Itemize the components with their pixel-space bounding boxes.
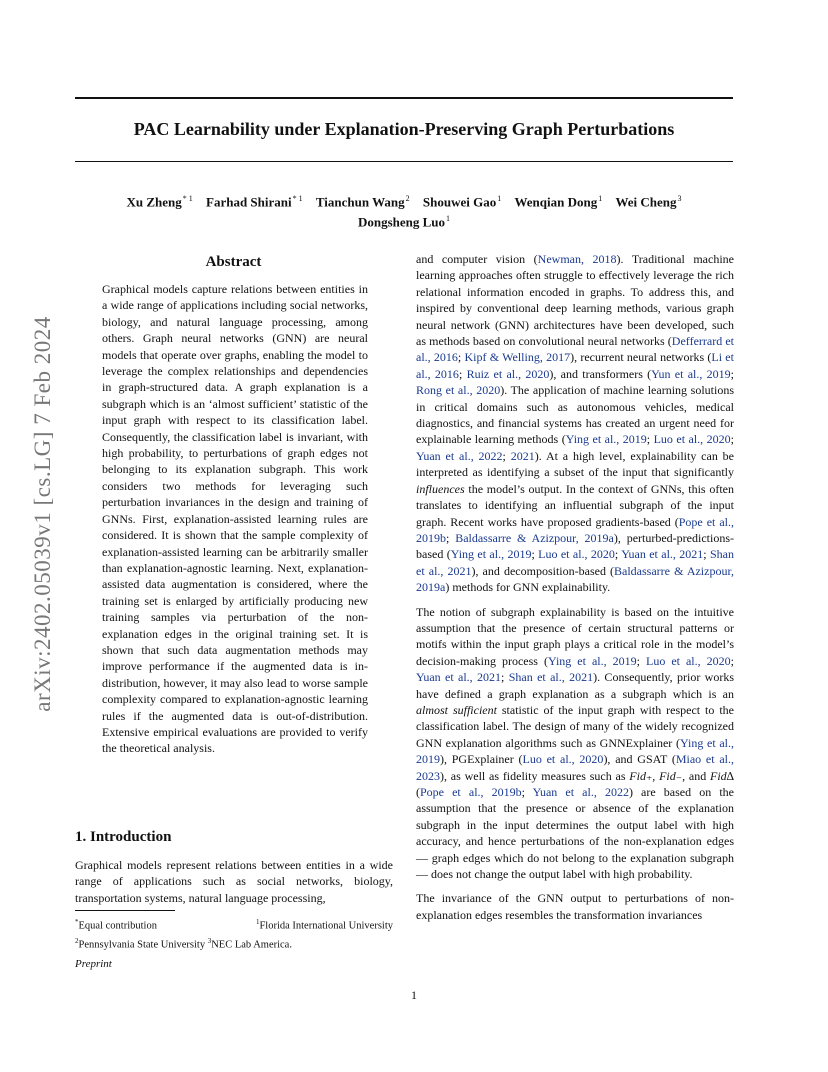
top-rule bbox=[75, 97, 733, 99]
body-text: the model’s output. In the context of GNNs, this often translates to identifying an influential subgraph of the input graph. Recent works have proposed gradients-based ( bbox=[416, 481, 734, 529]
citation-link[interactable]: Defferrard et al., 2016 bbox=[416, 334, 734, 365]
body-text: and computer vision ( bbox=[416, 252, 538, 266]
citation-link[interactable]: Newman, 2018 bbox=[537, 252, 617, 266]
citation-link[interactable]: Pope et al., 2019b bbox=[416, 514, 734, 545]
body-text: ). Traditional machine learning approaches often struggle to effectively leverage the rich relational information encoded in graphs. To address this, and inspired by conventional deep learning methods, various graph neural network (GNN) architectures have been developed, such as methods based on convolutional neural networks ( bbox=[416, 252, 734, 349]
body-text: ). At a high level, explainability can be interpreted as identifying a subset of the input that significantly bbox=[416, 448, 735, 480]
body-text: ; bbox=[521, 785, 533, 799]
body-text: ; bbox=[458, 366, 467, 381]
footnote: *Equal contribution $^1$Florida International University $^2$Pennsylvania State University $^3$NEC Lab America. bbox=[75, 918, 393, 950]
body-text: ). The application of machine learning solutions in critical domains such as autonomous vehicles, medical diagnostics, and financial systems has created an urgent need for explainable learning methods ( bbox=[416, 383, 734, 447]
body-text: Fid₊, Fid₋ bbox=[629, 768, 683, 783]
body-text: ), recurrent neural networks ( bbox=[570, 350, 712, 365]
body-text: ; bbox=[636, 653, 646, 668]
citation-link[interactable]: 2021 bbox=[510, 448, 535, 463]
abstract-text: Graphical models capture relations between entities in a wide range of applications including social networks, biology, and natural language processing, among others. Graph neural networks (GNN) are neural models that operate over graphs, enabling the model to leverage the complex relationships and dependencies in graph-structured data. A graph explanation is a subgraph which is an ‘almost sufficient’ statistic of the input graph with respect to its classification label. Consequently, the classification label is invariant, with high probability, to perturbations of graph edges not belonging to its explanation subgraph. This work considers two methods for leveraging such perturbation invariances in the design and training of GNNs. First, explanation-assisted learning rules are considered. It is shown that the sample complexity of explanation-assisted learning can be arbitrarily smaller than explanation-agnostic learning. Next, explanation-assisted data augmentation is considered, where the training set is enlarged by artificially producing new training samples via perturbation of the non-explanation edges in the original training set. It is shown that such data augmentation methods may improve performance if the augmented data is in-distribution, however, it may also lead to worse sample complexity compared to explanation-agnostic learning rules if the augmented data is out-of-distribution. Extensive empirical evaluations are provided to verify the theoretical analysis. bbox=[102, 282, 368, 756]
body-text: ; bbox=[531, 547, 539, 562]
citation-link[interactable]: Yuan et al., 2022 bbox=[416, 448, 503, 463]
author[interactable]: Shouwei Gao$^1$ bbox=[422, 194, 502, 210]
body-text: ) methods for GNN explainability. bbox=[445, 580, 611, 595]
section-heading-introduction: 1. Introduction bbox=[75, 829, 172, 845]
body-text: ; bbox=[502, 448, 511, 463]
body-text: almost sufficient bbox=[416, 702, 497, 717]
citation-link[interactable]: Luo et al., 2020 bbox=[522, 752, 604, 767]
right-column bbox=[416, 251, 734, 931]
citation-link[interactable]: Shan et al., 2021 bbox=[416, 547, 734, 578]
body-text: ( bbox=[416, 785, 420, 799]
body-text: ) are based on the assumption that the presence or absence of the explanation subgraph in the input determines the output label with high accuracy, and hence perturbations of the non-explanation edges — graph edges which do not belong to the explanation subgraph — does not change the output label with high probability. bbox=[416, 785, 735, 882]
body-text: ; bbox=[457, 350, 465, 365]
body-text: influences bbox=[416, 481, 465, 496]
citation-link[interactable]: Ying et al., 2019 bbox=[416, 735, 734, 767]
author[interactable]: Tianchun Wang$^2$ bbox=[315, 194, 410, 210]
author[interactable]: Xu Zheng$^{* 1}$ bbox=[126, 194, 193, 210]
body-text: ), and transformers ( bbox=[549, 366, 652, 381]
author[interactable]: Wenqian Dong$^1$ bbox=[514, 194, 603, 210]
body-text: ), perturbed-predictions-based ( bbox=[416, 530, 734, 562]
preprint-label: Preprint bbox=[75, 958, 112, 970]
body-text: statistic of the input graph with respect to the classification label. The design of many of the widely recognized GNN explanation algorithms such as GNNExplainer ( bbox=[416, 702, 734, 750]
body-text: ; bbox=[730, 653, 734, 668]
body-text: ), PGExplainer ( bbox=[440, 752, 523, 767]
citation-link[interactable]: Luo et al., 2020 bbox=[645, 653, 731, 668]
page-number: 1 bbox=[411, 988, 417, 1002]
author[interactable]: Farhad Shirani$^{* 1}$ bbox=[206, 194, 303, 210]
citation-link[interactable]: Yuan et al., 2021 bbox=[621, 547, 704, 562]
citation-link[interactable]: Baldassarre & Azizpour, 2019a bbox=[455, 530, 614, 545]
author[interactable]: Wei Cheng$^3$ bbox=[615, 194, 682, 210]
footnote-rule bbox=[75, 910, 175, 911]
body-text: ), and decomposition-based ( bbox=[471, 563, 615, 578]
arxiv-identifier[interactable]: arXiv:2402.05039v1 [cs.LG] 7 Feb 2024 bbox=[30, 316, 55, 712]
body-text: ), as well as fidelity measures such as bbox=[440, 768, 630, 783]
body-text: The invariance of the GNN output to perturbations of non-explanation edges resembles the transformation invariances bbox=[416, 891, 734, 922]
body-text: ; bbox=[614, 547, 622, 562]
author[interactable]: Dongsheng Luo$^1$ bbox=[357, 214, 451, 230]
body-text: ; bbox=[646, 432, 654, 447]
citation-link[interactable]: Kipf & Welling, 2017 bbox=[464, 350, 571, 365]
introduction-text: Graphical models represent relations between entities in a wide range of applications such as social networks, biology, transportation systems, natural language processing, bbox=[75, 858, 393, 905]
body-text: ; bbox=[703, 547, 710, 562]
citation-link[interactable]: Ying et al., 2019 bbox=[565, 432, 647, 447]
citation-link[interactable]: Ying et al., 2019 bbox=[450, 547, 532, 562]
author-list bbox=[75, 190, 733, 231]
citation-link[interactable]: Ruiz et al., 2020 bbox=[466, 366, 550, 381]
citation-link[interactable]: Luo et al., 2020 bbox=[653, 432, 731, 447]
citation-link[interactable]: Miao et al., 2023 bbox=[416, 752, 734, 783]
citation-link[interactable]: Rong et al., 2020 bbox=[416, 383, 501, 398]
citation-link[interactable]: Yuan et al., 2021 bbox=[416, 670, 502, 685]
body-text: ; bbox=[446, 530, 456, 545]
body-text: , and bbox=[682, 768, 710, 783]
body-text: ). Consequently, prior works have defined a graph explanation as a subgraph which is an bbox=[416, 670, 735, 701]
citation-link[interactable]: Pope et al., 2019b bbox=[420, 785, 522, 799]
body-text: ; bbox=[501, 670, 509, 685]
body-text: ; bbox=[730, 366, 734, 381]
citation-link[interactable]: Luo et al., 2020 bbox=[538, 547, 615, 562]
paragraph bbox=[416, 251, 734, 596]
body-text: ; bbox=[730, 432, 734, 447]
paragraph bbox=[416, 604, 734, 883]
abstract-heading: Abstract bbox=[205, 254, 262, 270]
paragraph bbox=[416, 890, 734, 923]
title-rule bbox=[75, 161, 733, 162]
body-text: The notion of subgraph explainability is based on the intuitive assumption that the presence of certain structural patterns or motifs within the input graph plays a critical role in the model’s decision-making process ( bbox=[416, 604, 734, 668]
paper-title: PAC Learnability under Explanation-Preserving Graph Perturbations bbox=[133, 119, 675, 139]
citation-link[interactable]: Shan et al., 2021 bbox=[508, 670, 594, 685]
citation-link[interactable]: Yun et al., 2019 bbox=[651, 366, 731, 381]
citation-link[interactable]: Yuan et al., 2022 bbox=[532, 785, 629, 799]
citation-link[interactable]: Ying et al., 2019 bbox=[547, 653, 637, 668]
body-text: ), and GSAT ( bbox=[603, 752, 676, 767]
body-text: Fid∆ bbox=[710, 768, 735, 783]
citation-link[interactable]: Li et al., 2016 bbox=[416, 350, 734, 381]
citation-link[interactable]: Baldassarre & Azizpour, 2019a bbox=[416, 563, 734, 595]
